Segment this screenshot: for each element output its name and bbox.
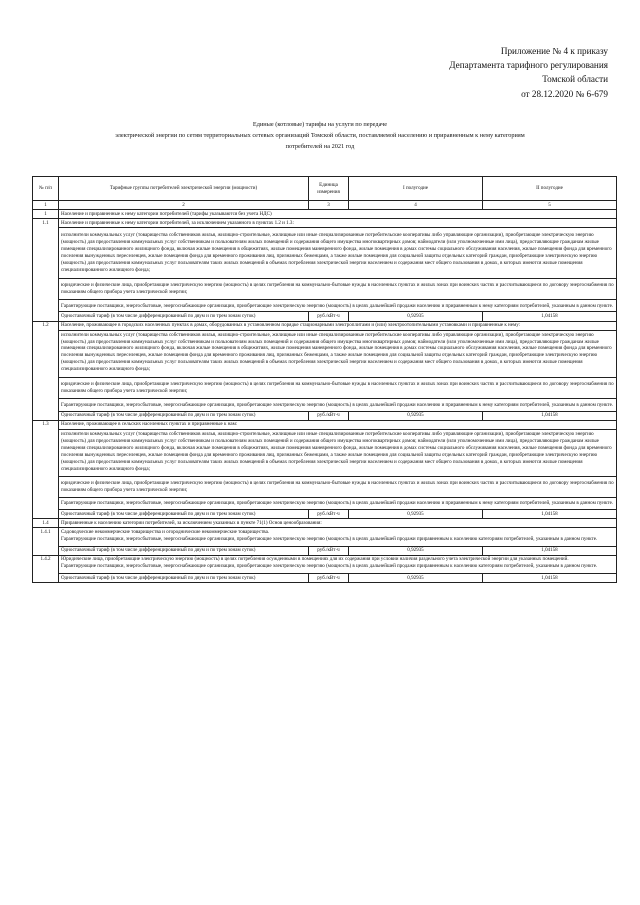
table-row xyxy=(33,378,617,399)
tariff-value-h2: 1,04158 xyxy=(483,574,617,583)
table-row xyxy=(33,498,617,510)
tariff-value-h2: 1,04158 xyxy=(483,510,617,519)
tariff-value-h1: 0,92935 xyxy=(349,574,483,583)
tariff-value-h2: 1,04158 xyxy=(483,312,617,321)
row-num: 1.3 xyxy=(33,420,59,518)
colnum-5: 5 xyxy=(483,201,617,210)
tariff-unit: руб./кВт·ч xyxy=(309,546,349,555)
tariff-table xyxy=(32,176,617,583)
row-num: 1.4 xyxy=(33,519,59,528)
title-line-1: Единые (котловые) тарифы на услуги по передаче xyxy=(252,121,388,128)
table-row xyxy=(33,398,617,411)
table-row xyxy=(33,278,617,299)
header-num: № п/п xyxy=(33,177,59,201)
table-row xyxy=(33,219,617,228)
row-text: Гарантирующие поставщики, энергосбытовые, энергоснабжающие организации, приобретающие электрическую энергию (мощность) в целях дальнейшей продажи населению и приравненным к нему категориям потребителей, указанным в данном пункте. xyxy=(59,498,617,510)
column-number-row xyxy=(33,201,617,210)
row-num: 1.1 xyxy=(33,219,59,321)
row-num: 1.4.2 xyxy=(33,555,59,583)
row-text: Приравненные к населению категории потребителей, за исключением указанных в пункте 71(1) Основ ценообразования: xyxy=(59,519,617,528)
tariff-label: Одноставочный тариф (в том числе дифференцированный по двум и по трем зонам суток) xyxy=(59,546,309,555)
appendix-header xyxy=(449,44,608,101)
row-num: 1.4.1 xyxy=(33,528,59,556)
tariff-row xyxy=(33,312,617,321)
row-text: исполнители коммунальных услуг (товарищества собственников жилья, жилищно-строительные, жилищные или иные специализированные потребительские кооперативы либо управляющие организации), приобретающие электрическую энергию (мощность) для предоставления коммунальных услуг собственникам и пользователям жилых помещений и содержания общего имущества многоквартирных домов; наймодатели (или уполномоченные ими лица), предоставляющие гражданам жилые помещения специализированного жилищного фонда, включая жилые помещения в общежитиях, жилые помещения маневренного фонда, жилые помещения в домах системы социального обслуживания населения, жилые помещения фонда для временного поселения вынужденных переселенцев, жилые помещения фонда для временного проживания лиц, признанных беженцами, а также жилые помещения для социальной защиты отдельных категорий граждан, приобретающие электрическую энергию (мощность) для предоставления коммунальных услуг пользователям таких жилых помещений в объемах потребления электрической энергии населением и содержания мест общего пользования в домах, в которых имеются жилые помещения специализированного жилищного фонда; xyxy=(59,330,617,377)
row-text: исполнители коммунальных услуг (товарищества собственников жилья, жилищно-строительные, жилищные или иные специализированные потребительские кооперативы либо управляющие организации), приобретающие электрическую энергию (мощность) для предоставления коммунальных услуг собственникам и пользователям жилых помещений и содержания общего имущества многоквартирных домов; наймодатели (или уполномоченные ими лица), предоставляющие гражданам жилые помещения специализированного жилищного фонда, включая жилые помещения в общежитиях, жилые помещения маневренного фонда, жилые помещения в домах системы социального обслуживания населения, жилые помещения фонда для временного поселения вынужденных переселенцев, жилые помещения фонда для временного проживания лиц, признанных беженцами, а также жилые помещения для социальной защиты отдельных категорий граждан, приобретающие электрическую энергию (мощность) для предоставления коммунальных услуг пользователям таких жилых помещений в объемах потребления электрической энергии населением и содержания мест общего пользования в домах, в которых имеются жилые помещения специализированного жилищного фонда; xyxy=(59,429,617,476)
table-row xyxy=(33,299,617,312)
tariff-label: Одноставочный тариф (в том числе дифференцированный по двум и по трем зонам суток) xyxy=(59,411,309,420)
table-row xyxy=(33,528,617,546)
row-text: Население, проживающее в сельских населенных пунктах и приравненные к нам: xyxy=(59,420,617,429)
table-row xyxy=(33,477,617,498)
row-text: юридические и физические лица, приобретающие электрическую энергию (мощность) в целях потребления на коммунально-бытовые нужды в населенных пунктах и жилых зонах при воинских частях и рассчитывающиеся по договору энергоснабжения по показаниям общего прибора учета электрической энергии; xyxy=(59,477,617,498)
row-text: Гарантирующие поставщики, энергосбытовые, энергоснабжающие организации, приобретающие электрическую энергию (мощность) в целях дальнейшей продажи населению и приравненным к нему категориям потребителей, указанным в данном пункте. xyxy=(59,398,617,411)
row-text: Население и приравненные к нему категории потребителей (тарифы указываются без учета НДС) xyxy=(59,210,617,219)
row-num: 1.2 xyxy=(33,321,59,420)
tariff-label: Одноставочный тариф (в том числе дифференцированный по двум и по трем зонам суток) xyxy=(59,312,309,321)
colnum-3: 3 xyxy=(309,201,349,210)
table-row xyxy=(33,429,617,476)
table-row xyxy=(33,228,617,278)
tariff-row xyxy=(33,574,617,583)
appendix-line-2: Департамента тарифного регулирования xyxy=(449,60,608,71)
tariff-value-h1: 0,92935 xyxy=(349,312,483,321)
tariff-label: Одноставочный тариф (в том числе дифференцированный по двум и по трем зонам суток) xyxy=(59,574,309,583)
table-row xyxy=(33,555,617,573)
title-line-3: потребителей на 2021 год xyxy=(285,142,355,150)
table-row xyxy=(33,330,617,377)
row-text xyxy=(59,528,617,546)
row-text-line: Гарантирующие поставщики, энергосбытовые, энергоснабжающие организации, приобретающие электрическую энергию (мощность) в целях дальнейшей продажи приравненным к населению категориям потребителей, указанным в данном пункте. xyxy=(61,563,598,570)
row-text-line: Юридические лица, приобретающие электрическую энергию (мощность) в целях потребления осужденными в помещениях для их содержания при условии наличия раздельного учета электрической энергии для указанных помещений. xyxy=(61,556,569,563)
tariff-row xyxy=(33,411,617,420)
table-row xyxy=(33,321,617,330)
tariff-value-h1: 0,92935 xyxy=(349,510,483,519)
colnum-1: 1 xyxy=(33,201,59,210)
tariff-value-h2: 1,04158 xyxy=(483,546,617,555)
row-text xyxy=(59,555,617,573)
table-row xyxy=(33,210,617,219)
tariff-value-h2: 1,04158 xyxy=(483,411,617,420)
appendix-line-3: Томской области xyxy=(542,74,608,85)
row-text: Гарантирующие поставщики, энергосбытовые, энергоснабжающие организации, приобретающие электрическую энергию (мощность) в целях дальнейшей продажи населению и приравненным к нему категориям потребителей, указанным в данном пункте. xyxy=(59,299,617,312)
row-text: юридические и физические лица, приобретающие электрическую энергию (мощность) в целях потребления на коммунально-бытовые нужды в населенных пунктах и жилых зонах при воинских частях и рассчитывающиеся по договору энергоснабжения по показаниям общего прибора учета электрической энергии; xyxy=(59,278,617,299)
table-row xyxy=(33,519,617,528)
tariff-unit: руб./кВт·ч xyxy=(309,411,349,420)
tariff-row xyxy=(33,546,617,555)
appendix-line-1: Приложение № 4 к приказу xyxy=(500,46,608,56)
row-text: исполнители коммунальных услуг (товарищества собственников жилья, жилищно-строительные, жилищные или иные специализированные потребительские кооперативы либо управляющие организации), приобретающие электрическую энергию (мощность) для предоставления коммунальных услуг собственникам и пользователям жилых помещений и содержания общего имущества многоквартирных домов; наймодатели (или уполномоченные ими лица), предоставляющие гражданам жилые помещения специализированного жилищного фонда, включая жилые помещения в общежитиях, жилые помещения маневренного фонда, жилые помещения в домах системы социального обслуживания населения, жилые помещения фонда для временного поселения вынужденных переселенцев, жилые помещения фонда для временного проживания лиц, признанных беженцами, а также жилые помещения для социальной защиты отдельных категорий граждан, приобретающие электрическую энергию (мощность) для предоставления коммунальных услуг пользователям таких жилых помещений в объемах потребления электрической энергии населением и содержания мест общего пользования в домах, в которых имеются жилые помещения специализированного жилищного фонда; xyxy=(59,228,617,278)
colnum-2: 2 xyxy=(59,201,309,210)
document-title xyxy=(40,120,600,152)
row-text: юридические и физические лица, приобретающие электрическую энергию (мощность) в целях потребления на коммунально-бытовые нужды в населенных пунктах и жилых зонах при воинских частях и рассчитывающиеся по договору энергоснабжения по показаниям общего прибора учета электрической энергии; xyxy=(59,378,617,399)
tariff-value-h1: 0,92935 xyxy=(349,546,483,555)
title-line-2: электрической энергии по сетям территориальных сетевых организаций Томской области, поставляемой населению и приравненным к нему категориям xyxy=(115,131,525,139)
tariff-unit: руб./кВт·ч xyxy=(309,312,349,321)
header-group: Тарифные группы потребителей электрической энергии (мощности) xyxy=(59,177,309,201)
tariff-unit: руб./кВт·ч xyxy=(309,510,349,519)
appendix-line-4: от 28.12.2020 № 6-679 xyxy=(521,88,608,99)
row-num: 1 xyxy=(33,210,59,219)
colnum-4: 4 xyxy=(349,201,483,210)
row-text: Население и приравненные к нему категории потребителей, за исключением указанного в пунктах 1.2 и 1.3: xyxy=(59,219,617,228)
row-text-line: Гарантирующие поставщики, энергосбытовые, энергоснабжающие организации, приобретающие электрическую энергию (мощность) в целях дальнейшей продажи приравненным к населению категориям потребителей, указанным в данном пункте. xyxy=(61,535,598,542)
table-header-row xyxy=(33,177,617,201)
tariff-label: Одноставочный тариф (в том числе дифференцированный по двум и по трем зонам суток) xyxy=(59,510,309,519)
tariff-value-h1: 0,92935 xyxy=(349,411,483,420)
header-half2: II полугодие xyxy=(483,177,617,201)
row-text-line: Садоводческие некоммерческие товарищества и огороднические некоммерческие товарищества. xyxy=(61,528,270,535)
table-row xyxy=(33,420,617,429)
tariff-unit: руб./кВт·ч xyxy=(309,574,349,583)
header-half1: I полугодие xyxy=(349,177,483,201)
row-text: Население, проживающее в городских населенных пунктах в домах, оборудованных в установленном порядке стационарными электроплитами и (или) электроотопительными установками и приравненные к нему: xyxy=(59,321,617,330)
tariff-row xyxy=(33,510,617,519)
header-unit: Единица измерения xyxy=(309,177,349,201)
